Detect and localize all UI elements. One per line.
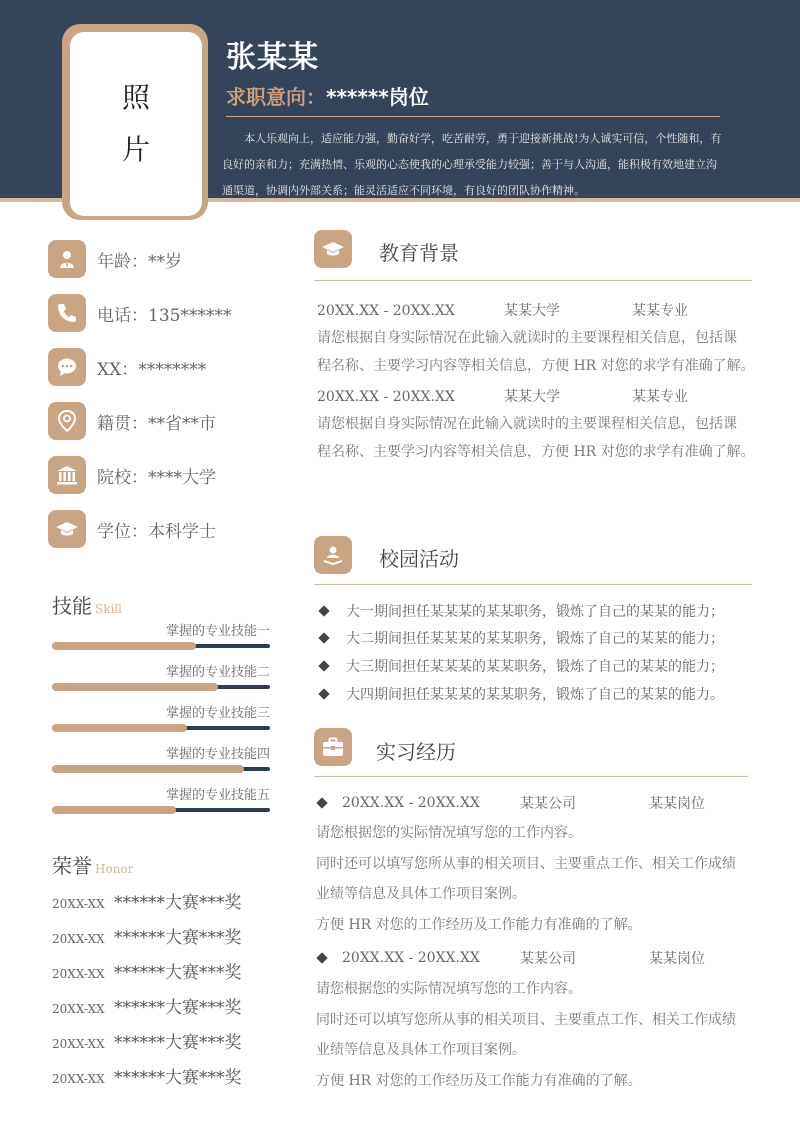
campus-item: [318, 656, 724, 676]
education-desc-line: 请您根据自身实际情况在此输入就读时的主要课程相关信息，包括课: [317, 416, 737, 432]
diamond-bullet-icon: [316, 952, 327, 963]
skill-bar-fill: [52, 724, 187, 732]
honor-name: ******大赛***奖: [114, 1068, 242, 1088]
skill-bar: [52, 644, 270, 648]
info-text: 年龄：**岁: [97, 251, 182, 272]
edu-school: 某某大学: [504, 303, 560, 319]
skills-title-en: Skill: [95, 602, 123, 616]
internship-desc-line: 业绩等信息及具体工作项目案例。: [316, 886, 526, 902]
honor-date: 20XX-XX: [52, 1037, 105, 1051]
skill-item: [52, 780, 270, 820]
photo-char-2: 片: [121, 133, 150, 166]
education-desc: [317, 410, 755, 466]
skill-item: [52, 657, 270, 697]
info-text: 学位：本科学士: [97, 521, 216, 542]
campus-item-text: 大一期间担任某某某的某某职务，锻炼了自己的某某的能力；: [346, 604, 724, 620]
honor-date: 20XX-XX: [52, 897, 105, 911]
honor-name: ******大赛***奖: [114, 998, 242, 1018]
education-desc-line: 请您根据自身实际情况在此输入就读时的主要课程相关信息，包括课: [317, 330, 737, 346]
honor-date: 20XX-XX: [52, 1002, 105, 1016]
honors-title-text: 荣誉: [52, 854, 92, 878]
honor-item: [52, 923, 272, 947]
job-position: 某某岗位: [649, 796, 705, 812]
honors-title-en: Honor: [95, 862, 134, 876]
job-company: 某某公司: [520, 796, 576, 812]
diamond-bullet-icon: [316, 797, 327, 808]
diamond-bullet-icon: [318, 632, 329, 643]
skill-bar: [52, 767, 270, 771]
honor-item: [52, 993, 272, 1017]
skill-label: 掌握的专业技能四: [165, 747, 270, 762]
skill-label: 掌握的专业技能二: [165, 665, 270, 680]
honor-item: [52, 888, 272, 912]
education-title: 教育背景: [379, 241, 459, 265]
campus-divider: [314, 584, 752, 585]
diamond-bullet-icon: [318, 605, 329, 616]
job-intent-label: 求职意向：: [226, 85, 326, 109]
skill-bar: [52, 726, 270, 730]
info-text: 院校：****大学: [97, 467, 216, 488]
campus-activity-icon: [314, 536, 352, 574]
campus-item: [318, 628, 724, 648]
skill-label: 掌握的专业技能五: [165, 788, 270, 803]
info-text: XX：********: [97, 359, 207, 380]
phone-icon: [48, 294, 86, 332]
honor-date: 20XX-XX: [52, 967, 105, 981]
education-divider: [314, 280, 752, 281]
skill-bar-fill: [52, 683, 218, 691]
honor-name: ******大赛***奖: [114, 893, 242, 913]
honor-date: 20XX-XX: [52, 1072, 105, 1086]
skill-bar: [52, 685, 270, 689]
edu-period: 20XX.XX - 20XX.XX: [317, 389, 455, 405]
briefcase-icon: [314, 728, 352, 766]
info-row-school: [48, 456, 216, 494]
info-text: 电话：135******: [97, 305, 232, 326]
skill-bar: [52, 808, 270, 812]
job-period: 20XX.XX - 20XX.XX: [342, 795, 480, 811]
education-desc: [317, 324, 755, 380]
photo-char-1: 照: [121, 81, 150, 114]
internship-desc-line: 请您根据您的实际情况填写您的工作内容。: [316, 981, 582, 997]
education-desc-line: 程名称、主要学习内容等相关信息，方便 HR 对您的求学有准确了解。: [317, 358, 755, 374]
campus-item-text: 大三期间担任某某某的某某职务，锻炼了自己的某某的能力；: [346, 659, 724, 675]
honor-name: ******大赛***奖: [114, 928, 242, 948]
internship-entry-head: [316, 948, 705, 968]
skill-bar-fill: [52, 642, 196, 650]
diamond-bullet-icon: [318, 688, 329, 699]
location-pin-icon: [48, 402, 86, 440]
honor-name: ******大赛***奖: [114, 1033, 242, 1053]
campus-item: [318, 684, 724, 704]
campus-item-text: 大二期间担任某某某的某某职务，锻炼了自己的某某的能力；: [346, 631, 724, 647]
intent-divider: [226, 116, 720, 117]
internship-divider: [314, 776, 748, 777]
education-desc-line: 程名称、主要学习内容等相关信息，方便 HR 对您的求学有准确了解。: [317, 444, 755, 460]
self-introduction: 本人乐观向上，适应能力强，勤奋好学，吃苦耐劳，勇于迎接新挑战!为人诚实可信，个性随和，有良好的亲和力；充满热情、乐观的心态使我的心理承受能力较强；善于与人沟通，能积极有效地建立沟通渠道，协调内外部关系；能灵活适应不同环境，有良好的团队协作精神。: [222, 132, 722, 197]
job-intent-value: ******岗位: [326, 85, 429, 109]
job-intent: [226, 81, 429, 110]
skill-bar-fill: [52, 765, 244, 773]
internship-desc-line: 业绩等信息及具体工作项目案例。: [316, 1042, 526, 1058]
chat-icon: [48, 348, 86, 386]
diamond-bullet-icon: [318, 660, 329, 671]
honor-date: 20XX-XX: [52, 932, 105, 946]
graduation-cap-icon: [48, 510, 86, 548]
internship-desc-line: 方便 HR 对您的工作经历及工作能力有准确的了解。: [316, 916, 642, 933]
internship-desc-line: 同时还可以填写您所从事的相关项目、主要重点工作、相关工作成绩: [316, 855, 736, 872]
internship-desc-line: 同时还可以填写您所从事的相关项目、主要重点工作、相关工作成绩: [316, 1011, 736, 1028]
person-icon: [48, 240, 86, 278]
skill-label: 掌握的专业技能一: [165, 624, 270, 639]
internship-desc-line: 请您根据您的实际情况填写您的工作内容。: [316, 825, 582, 841]
skill-label: 掌握的专业技能三: [165, 706, 270, 721]
skill-item: [52, 739, 270, 779]
honor-item: [52, 1063, 272, 1087]
edu-period: 20XX.XX - 20XX.XX: [317, 303, 455, 319]
job-company: 某某公司: [520, 951, 576, 967]
photo-placeholder[interactable]: [70, 32, 202, 216]
internship-entry-head: [316, 793, 705, 813]
internship-title: 实习经历: [376, 740, 456, 764]
info-text: 籍贯：**省**市: [97, 413, 216, 434]
education-entry-head: [317, 386, 688, 406]
info-row-phone: [48, 294, 231, 332]
edu-major: 某某专业: [632, 303, 688, 319]
campus-title: 校园活动: [379, 547, 459, 571]
skill-bar-fill: [52, 806, 176, 814]
info-row-age: [48, 240, 182, 278]
job-period: 20XX.XX - 20XX.XX: [342, 950, 480, 966]
info-row-xx: [48, 348, 206, 386]
skill-item: [52, 616, 270, 656]
edu-major: 某某专业: [632, 389, 688, 405]
edu-school: 某某大学: [504, 389, 560, 405]
honor-item: [52, 1028, 272, 1052]
honor-item: [52, 958, 272, 982]
info-row-hometown: [48, 402, 216, 440]
skill-item: [52, 698, 270, 738]
honor-name: ******大赛***奖: [114, 963, 242, 983]
campus-item-text: 大四期间担任某某某的某某职务，锻炼了自己的某某的能力。: [346, 687, 724, 703]
skills-title-text: 技能: [52, 594, 92, 618]
info-row-degree: [48, 510, 216, 548]
campus-item: [318, 601, 724, 621]
internship-desc: [316, 818, 736, 940]
internship-desc-line: 方便 HR 对您的工作经历及工作能力有准确的了解。: [316, 1072, 642, 1089]
education-entry-head: [317, 300, 688, 320]
candidate-name: 张某某: [226, 40, 319, 75]
school-building-icon: [48, 456, 86, 494]
honors-title: [52, 850, 133, 879]
education-cap-icon: [314, 230, 352, 268]
internship-desc: [316, 974, 736, 1096]
job-position: 某某岗位: [649, 951, 705, 967]
skills-title: [52, 590, 122, 619]
